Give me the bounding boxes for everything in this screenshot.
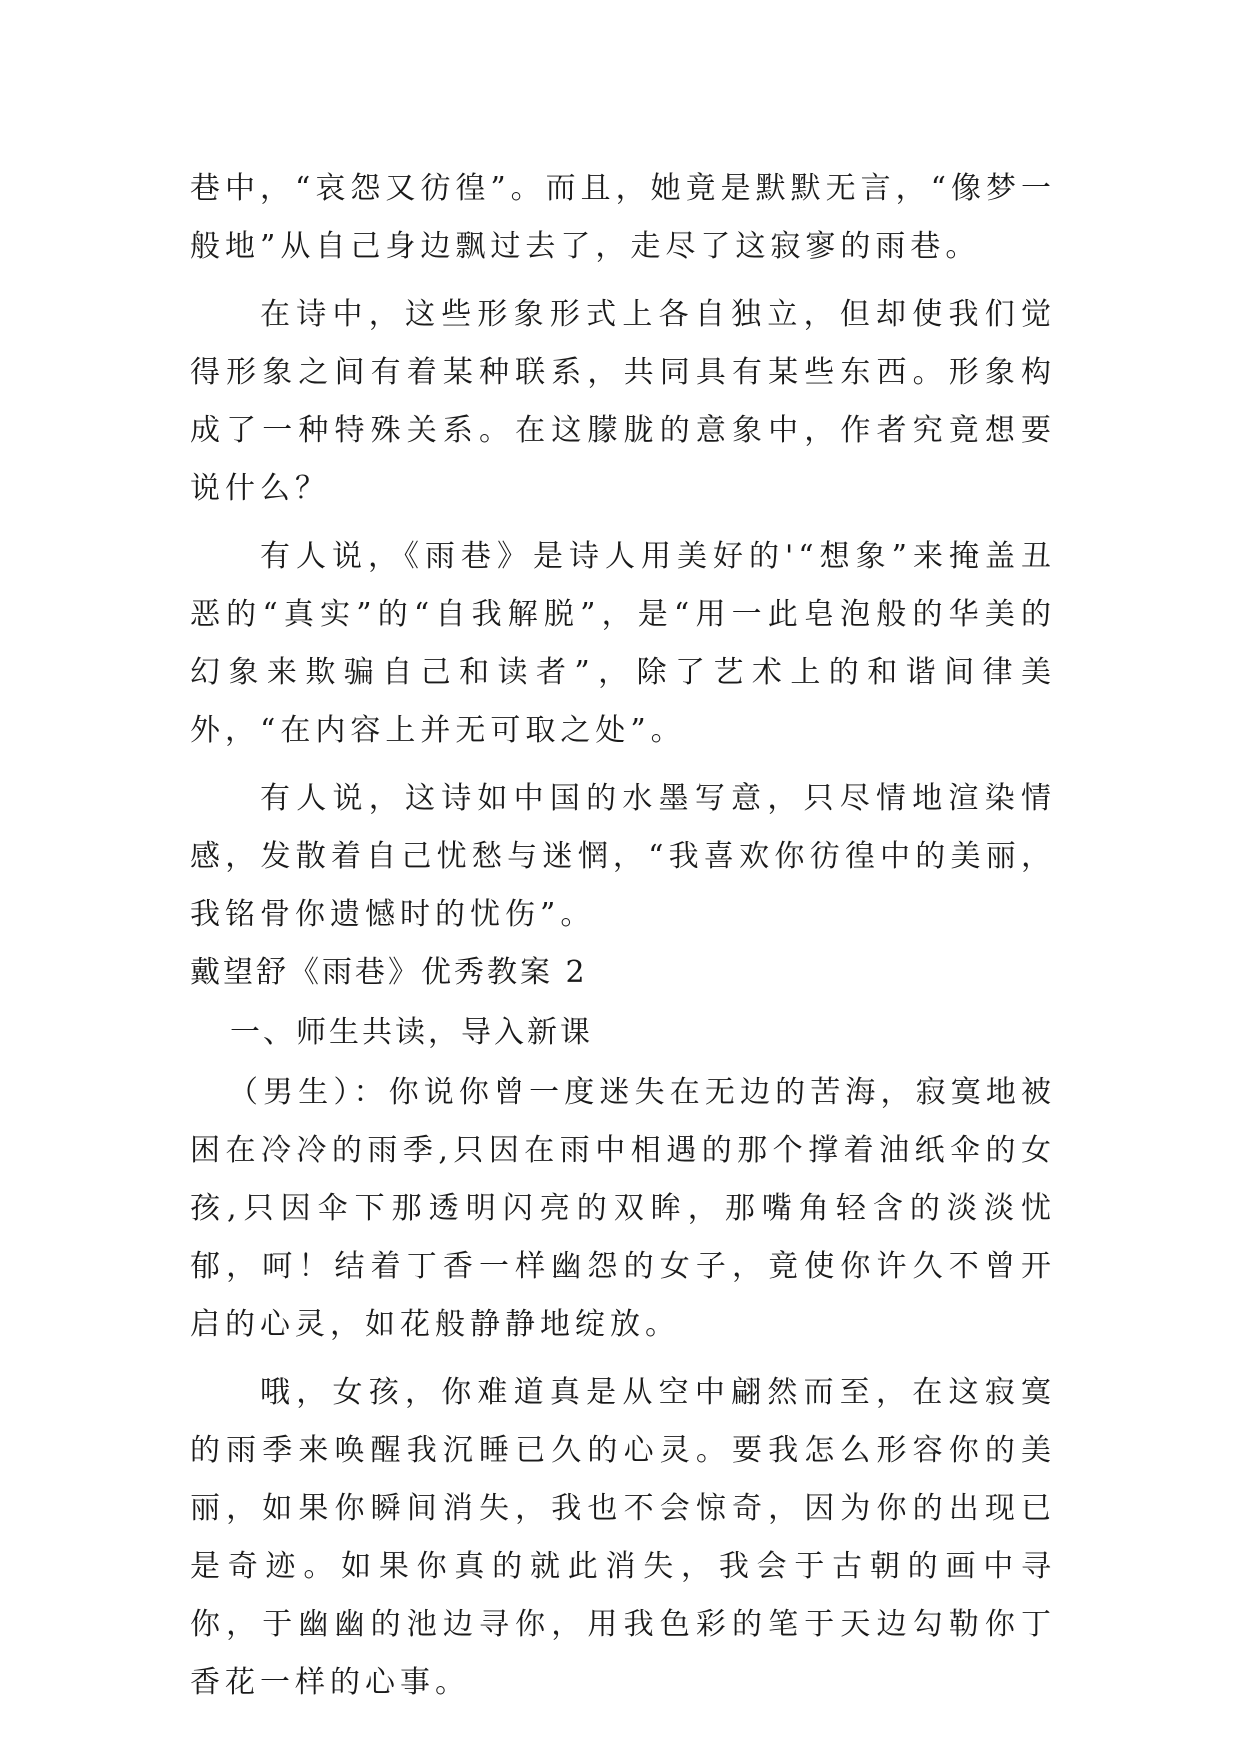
section-title: 戴望舒《雨巷》优秀教案 2 <box>190 955 588 990</box>
subheading: 一、师生共读，导入新课 <box>230 1015 593 1050</box>
paragraph-6: 哦，女孩，你难道真是从空中翩然而至，在这寂寞的雨季来唤醒我沉睡已久的心灵。要我怎么形容你的美丽，如果你瞬间消失，我也不会惊奇，因为你的出现已是奇迹。如果你真的就此消失，我会于古朝的画中寻你，于幽幽的池边寻你，用我色彩的笔于天边勾勒你丁香花一样的心事。 <box>190 1375 1056 1700</box>
paragraph-2: 在诗中，这些形象形式上各自独立，但却使我们觉得形象之间有着某种联系，共同具有某些东西。形象构成了一种特殊关系。在这朦胧的意象中，作者究竟想要说什么？ <box>190 297 1056 506</box>
paragraph-5: （男生）：你说你曾一度迷失在无边的苦海，寂寞地被困在冷冷的雨季,只因在雨中相遇的那个撑着油纸伞的女孩,只因伞下那透明闪亮的双眸，那嘴角轻含的淡淡忧郁，呵！结着丁香一样幽怨的女子，竟使你许久不曾开启的心灵，如花般静静地绽放。 <box>190 1075 1056 1342</box>
paragraph-3: 有人说，《雨巷》是诗人用美好的'“想象”来掩盖丑恶的“真实”的“自我解脱”，是“用一此皂泡般的华美的幻象来欺骗自己和读者”，除了艺术上的和谐间律美外，“在内容上并无可取之处”。 <box>190 539 1056 748</box>
paragraph-1: 巷中，“哀怨又彷徨”。而且，她竟是默默无言，“像梦一般地”从自己身边飘过去了，走尽了这寂寥的雨巷。 <box>190 171 1057 264</box>
paragraph-4: 有人说，这诗如中国的水墨写意，只尽情地渲染情感，发散着自己忧愁与迷惘，“我喜欢你彷徨中的美丽，我铭骨你遗憾时的忧伤”。 <box>190 781 1056 932</box>
document-body <box>190 160 1056 1712</box>
